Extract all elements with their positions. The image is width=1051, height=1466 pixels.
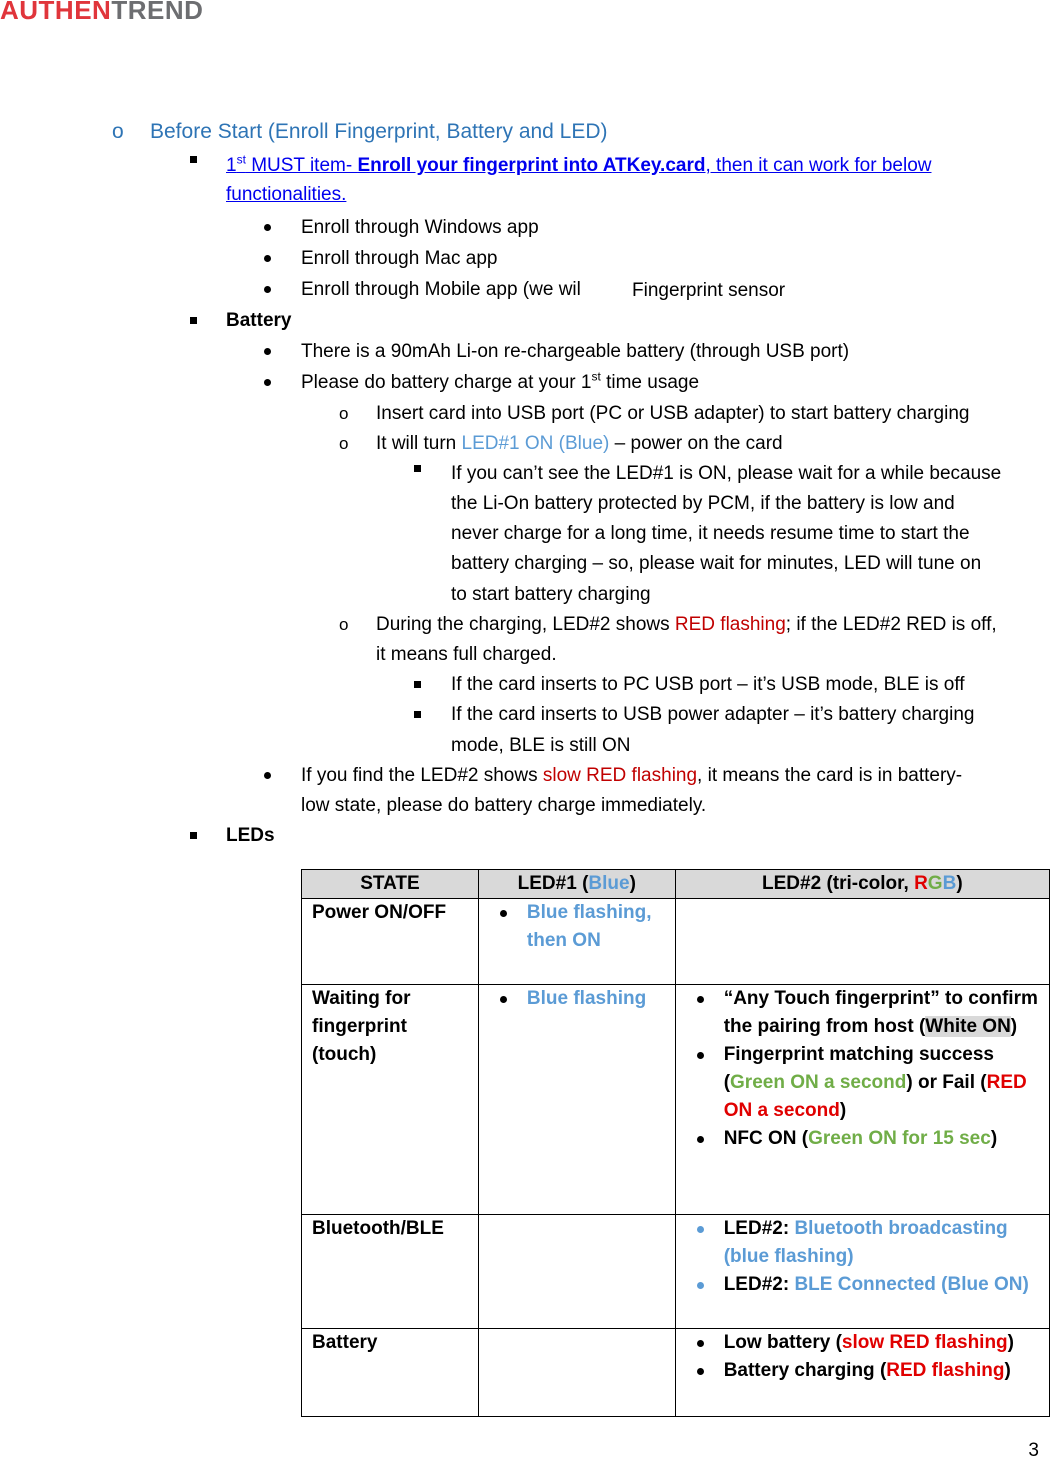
charging-led2: During the charging, LED#2 shows RED flashing; if the LED#2 RED is off, (376, 614, 997, 635)
state-cell: Battery (302, 1329, 479, 1417)
low-battery-note: If you find the LED#2 shows slow RED flashing, it means the card is in battery- (301, 765, 963, 786)
must-item-line1[interactable]: 1st MUST item- Enroll your fingerprint into ATKey.card, then it can work for below (226, 152, 932, 176)
bullet-icon (264, 772, 271, 779)
enroll-mobile: Enroll through Mobile app (we wil (301, 279, 581, 300)
fingerprint-sensor-label: Fingerprint sensor (626, 276, 791, 306)
pc-usb-mode: If the card inserts to PC USB port – it’s USB mode, BLE is off (451, 674, 965, 695)
header-led2: LED#2 (tri-color, RGB) (675, 870, 1049, 899)
state-cell: Bluetooth/BLE (302, 1215, 479, 1329)
pcm-note-4: battery charging – so, please wait for minutes, LED will tune on (451, 553, 982, 574)
square-bullet-icon (414, 681, 421, 688)
table-row (302, 985, 1050, 1215)
usb-adapter-mode: If the card inserts to USB power adapter – it’s battery charging (451, 704, 975, 725)
led1-on: It will turn LED#1 ON (Blue) – power on the card (376, 433, 783, 454)
header-led1: LED#1 (Blue) (478, 870, 675, 899)
led1-cell: Blue flashing (478, 985, 675, 1215)
square-bullet-icon (414, 465, 421, 472)
table-row (302, 1215, 1050, 1329)
table-row (302, 899, 1050, 985)
bullet-icon (264, 224, 271, 231)
must-item-line2[interactable]: functionalities. (226, 184, 347, 205)
square-bullet-icon (190, 317, 197, 324)
bullet-icon (264, 348, 271, 355)
table-row (302, 1329, 1050, 1417)
enroll-mac: Enroll through Mac app (301, 248, 498, 269)
led1-cell (478, 1215, 675, 1329)
circle-bullet-icon: o (339, 434, 349, 453)
charging-led2-line2: it means full charged. (376, 644, 557, 665)
led2-cell (675, 899, 1049, 985)
circle-bullet-icon: o (339, 404, 349, 423)
led-state-table (301, 869, 1050, 1417)
state-cell: Waiting for fingerprint (touch) (302, 985, 479, 1215)
header-state: STATE (302, 870, 479, 899)
led1-cell: Blue flashing, then ON (478, 899, 675, 985)
pcm-note-2: the Li-On battery protected by PCM, if the battery is low and (451, 493, 955, 514)
insert-card: Insert card into USB port (PC or USB adapter) to start battery charging (376, 403, 970, 424)
led1-cell (478, 1329, 675, 1417)
low-battery-note-line2: low state, please do battery charge immediately. (301, 795, 707, 816)
leds-heading: LEDs (226, 825, 275, 846)
bullet-icon (264, 379, 271, 386)
pcm-note-1: If you can’t see the LED#1 is ON, please wait for a while because (451, 463, 1002, 484)
bullet-icon (264, 255, 271, 262)
led2-cell: Low battery (slow RED flashing) Battery charging (RED flashing) (675, 1329, 1049, 1417)
page-number: 3 (1028, 1440, 1039, 1461)
battery-first-charge: Please do battery charge at your 1st time usage (301, 369, 700, 393)
authentrend-logo: AUTHENTREND (0, 0, 204, 25)
square-bullet-icon (414, 711, 421, 718)
state-cell: Power ON/OFF (302, 899, 479, 985)
circle-bullet-icon: o (112, 120, 124, 143)
square-bullet-icon (190, 832, 197, 839)
enroll-windows: Enroll through Windows app (301, 217, 539, 238)
battery-capacity: There is a 90mAh Li-on re-chargeable battery (through USB port) (301, 341, 850, 362)
usb-adapter-mode-line2: mode, BLE is still ON (451, 735, 631, 756)
section-title: Before Start (Enroll Fingerprint, Battery and LED) (150, 120, 608, 143)
circle-bullet-icon: o (339, 615, 349, 634)
led2-cell: “Any Touch fingerprint” to confirm the pairing from host (White ON) Fingerprint matching success (Green ON a second) or Fail (RED ON a second) NFC ON (Green ON for 15 sec) (675, 985, 1049, 1215)
pcm-note-3: never charge for a long time, it needs resume time to start the (451, 523, 970, 544)
pcm-note-5: to start battery charging (451, 584, 651, 605)
battery-heading: Battery (226, 310, 292, 331)
square-bullet-icon (190, 156, 197, 163)
table-header-row (302, 870, 1050, 899)
bullet-icon (264, 286, 271, 293)
led2-cell: LED#2: Bluetooth broadcasting (blue flashing) LED#2: BLE Connected (Blue ON) (675, 1215, 1049, 1329)
